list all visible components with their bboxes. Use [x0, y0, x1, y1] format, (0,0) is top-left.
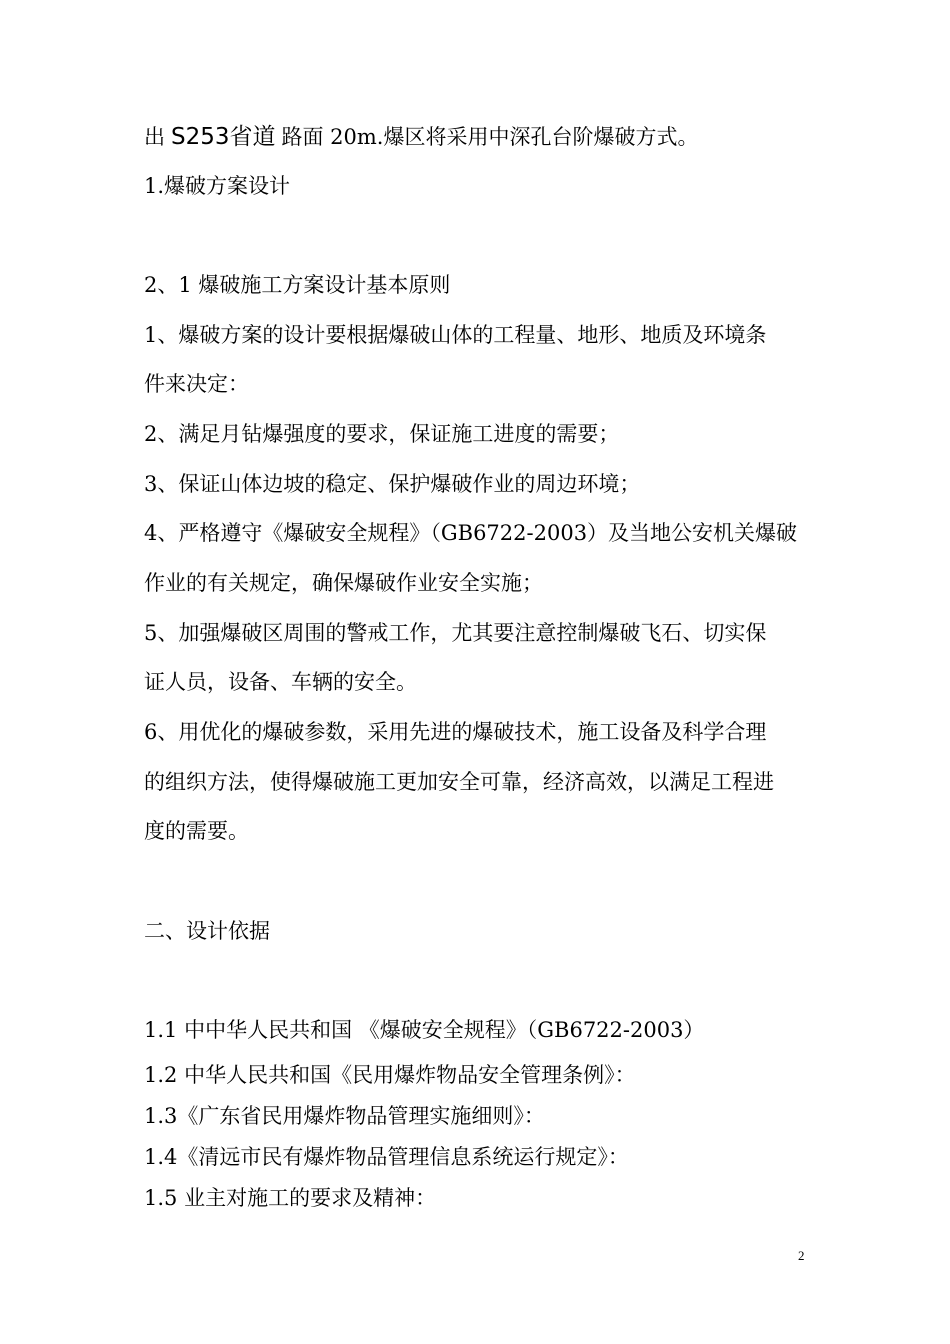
principle-3: 3、保证山体边坡的稳定、保护爆破作业的周边环境；	[144, 472, 641, 496]
intro-prefix: 出	[144, 125, 165, 149]
subsection-heading: 2、1 爆破施工方案设计基本原则	[144, 273, 451, 297]
principle-4-line-1: 4、严格遵守《爆破安全规程》（GB6722-2003）及当地公安机关爆破	[144, 521, 798, 545]
road-code: S253省道	[171, 124, 276, 150]
principle-6-line-2: 的组织方法，使得爆破施工更加安全可靠，经济高效，以满足工程进	[144, 770, 774, 794]
principle-1-line-2: 件来决定：	[144, 372, 249, 396]
principle-5-line-1: 5、加强爆破区周围的警戒工作，尤其要注意控制爆破飞石、切实保	[144, 621, 767, 645]
basis-item-1-2: 1.2 中华人民共和国《民用爆炸物品安全管理条例》：	[144, 1063, 636, 1087]
principle-4-line-2: 作业的有关规定，确保爆破作业安全实施；	[144, 571, 543, 595]
principle-2: 2、满足月钻爆强度的要求，保证施工进度的需要；	[144, 422, 620, 446]
design-basis-heading: 二、设计依据	[144, 919, 270, 943]
section-heading: 1.爆破方案设计	[144, 174, 291, 198]
principle-1-line-1: 1、爆破方案的设计要根据爆破山体的工程量、地形、地质及环境条	[144, 323, 767, 347]
basis-item-1-4: 1.4《清远市民有爆炸物品管理信息系统运行规定》：	[144, 1145, 629, 1169]
principle-6-line-3: 度的需要。	[144, 819, 249, 843]
basis-item-1-3: 1.3《广东省民用爆炸物品管理实施细则》：	[144, 1104, 545, 1128]
principle-5-line-2: 证人员，设备、车辆的安全。	[144, 670, 417, 694]
basis-item-1-5: 1.5 业主对施工的要求及精神：	[144, 1186, 437, 1210]
intro-suffix: 路面 20m.爆区将采用中深孔台阶爆破方式。	[281, 125, 699, 149]
intro-line	[144, 122, 824, 152]
principle-6-line-1: 6、用优化的爆破参数，采用先进的爆破技术，施工设备及科学合理	[144, 720, 767, 744]
basis-item-1-1: 1.1 中中华人民共和国 《爆破安全规程》（GB6722-2003）	[144, 1018, 705, 1042]
page-number: 2	[798, 1248, 805, 1263]
